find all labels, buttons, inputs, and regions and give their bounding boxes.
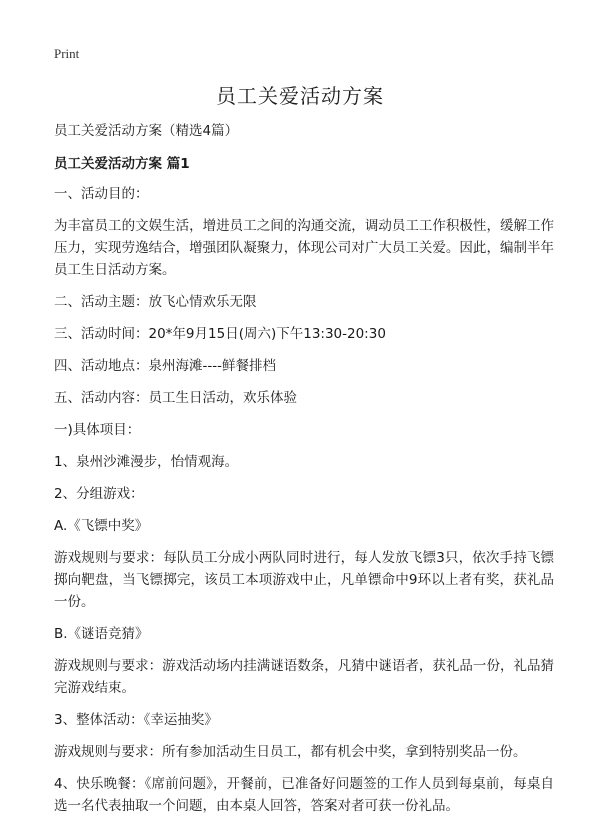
activity-contents: 五、活动内容：员工生日活动，欢乐体验 — [54, 390, 297, 406]
game-a-title: A.《飞镖中奖》 — [54, 518, 149, 534]
game-a-rules: 游戏规则与要求：每队员工分成小两队同时进行，每人发放飞镖3只，依次手持飞镖掷向靶盘，当飞镖掷完，该员工本项游戏中止，凡单镖命中9环以上者有奖，获礼品一份。 — [54, 550, 554, 610]
game-b-rules: 游戏规则与要求：游戏活动场内挂满谜语数条，凡猜中谜语者，获礼品一份，礼品猜完游戏结束。 — [54, 658, 554, 696]
item-happy-dinner: 4、快乐晚餐：《席前问题》，开餐前，已准备好问题签的工作人员到每桌前，每桌自选一名代表抽取一个问题，由本桌人回答，答案对者可获一份礼品。 — [54, 776, 554, 814]
section-heading: 员工关爱活动方案 篇1 — [54, 156, 190, 172]
item-group-games: 2、分组游戏： — [54, 486, 144, 502]
item-beach-walk: 1、泉州沙滩漫步，怡情观海。 — [54, 454, 239, 470]
document-body — [54, 120, 554, 817]
document-subtitle: 员工关爱活动方案（精选4篇） — [54, 123, 239, 139]
document-title: 员工关爱活动方案 — [216, 84, 384, 108]
lucky-draw-rules: 游戏规则与要求：所有参加活动生日员工，都有机会中奖，拿到特别奖品一份。 — [54, 744, 527, 760]
purpose-paragraph: 为丰富员工的文娱生活，增进员工之间的沟通交流，调动员工工作积极性，缓解工作压力，实现劳逸结合，增强团队凝聚力，体现公司对广大员工关爱。因此，编制半年员工生日活动方案。 — [54, 218, 554, 278]
print-label[interactable]: Print — [54, 46, 80, 61]
items-heading: 一)具体项目： — [54, 422, 141, 438]
activity-location: 四、活动地点：泉州海滩----鲜餐排档 — [54, 358, 276, 374]
item-lucky-draw: 3、整体活动：《幸运抽奖》 — [54, 712, 218, 728]
purpose-heading: 一、活动目的： — [54, 186, 149, 202]
activity-time: 三、活动时间：20*年9月15日(周六)下午13:30-20:30 — [54, 326, 386, 342]
activity-theme: 二、活动主题：放飞心情欢乐无限 — [54, 294, 257, 310]
game-b-title: B.《谜语竞猜》 — [54, 626, 149, 642]
